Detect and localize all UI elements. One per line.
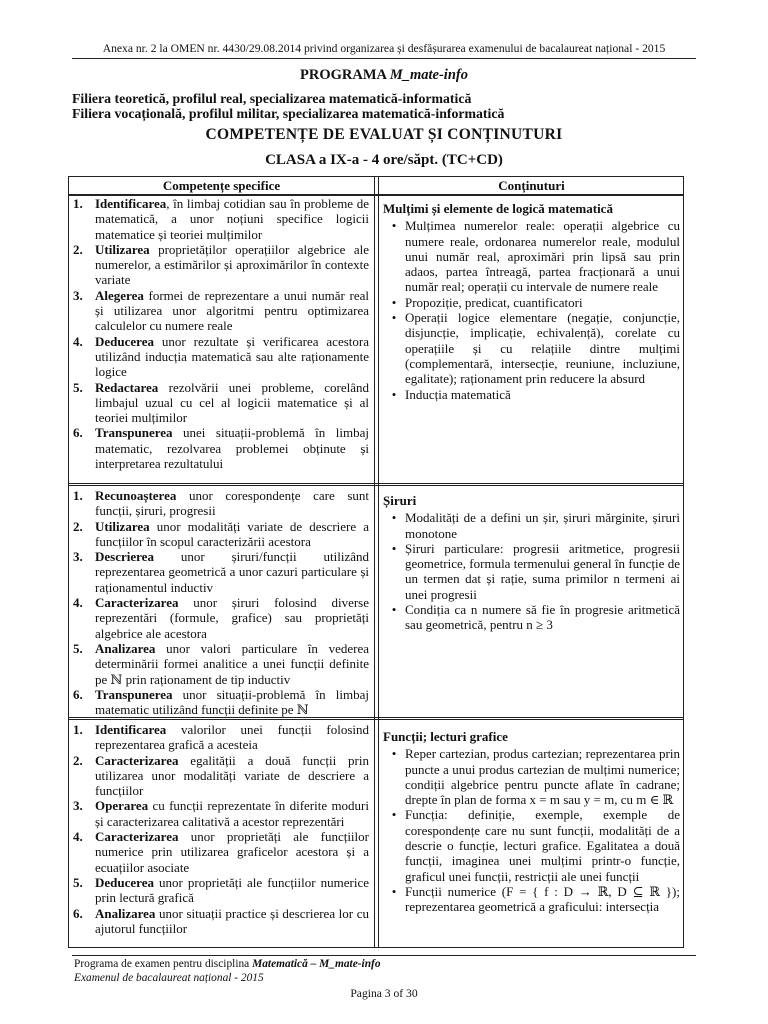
competence-description: egalității a două funcții prin utilizarea unor modalități variate de descriere a funcțiilor — [95, 752, 369, 799]
competence-verb: Alegerea — [95, 287, 144, 303]
column-divider-double — [378, 177, 379, 947]
row-2-competences — [73, 488, 369, 717]
competence-number: 5. — [73, 379, 83, 395]
competence-item — [73, 488, 369, 519]
competence-text — [95, 753, 369, 799]
competence-verb: Caracterizarea — [95, 595, 179, 611]
competence-item — [73, 875, 369, 906]
bullet-icon: • — [391, 602, 397, 618]
column-divider — [374, 177, 375, 947]
content-bullet — [383, 541, 680, 602]
row-separator — [69, 717, 683, 720]
bullet-icon: • — [391, 386, 397, 402]
competence-text — [95, 380, 369, 426]
content-bullet — [383, 310, 680, 386]
competence-item — [73, 196, 369, 242]
competence-description: rezolvării unei probleme, corelând limbajul uzual cu cel al logicii matematice și al teoriei mulțimilor — [95, 379, 369, 426]
bullet-text: Șiruri particulare: progresii aritmetice, progresii geometrice, formula termenului general în funcție de un termen dat și rație, suma primilor n termeni ai unei progresii — [405, 540, 680, 602]
page-number: Pagina 3 of 30 — [350, 987, 418, 1000]
row-3-contents — [383, 729, 680, 915]
competence-verb: Redactarea — [95, 379, 159, 395]
bullet-text: Mulțimea numerelor reale: operații algebrice cu numere reale, ordonarea numerelor reale, modulul unui număr real, aproximări prin lipsă sau prin adaos, partea întreagă, partea fracționară a unui număr real; operații cu intervale de numere reale — [405, 218, 680, 295]
competence-verb: Utilizarea — [95, 518, 150, 534]
bullet-text: Condiția ca n numere să fie în progresie aritmetică sau geometrică, pentru n ≥ 3 — [405, 602, 680, 633]
content-bullet — [383, 510, 680, 541]
row-1-contents — [383, 201, 680, 402]
competence-description: unor proprietăți ale funcțiilor numerice prin utilizarea graficelor acestora și a ecuațiilor asociate — [95, 829, 369, 875]
competence-text — [95, 722, 369, 753]
content-bullet — [383, 295, 680, 310]
competente-title: COMPETENȚE DE EVALUAT ȘI CONȚINUTURI — [205, 126, 563, 143]
competence-text — [95, 519, 369, 550]
competence-description: unor situații practice și descrierea lor cu ajutorul funcțiilor — [95, 905, 369, 936]
competence-item — [73, 242, 369, 288]
competence-text — [95, 875, 369, 906]
competence-description: unor rezultate și verificarea acestora utilizând inducția matematică sau alte raționamente logice — [95, 333, 369, 380]
competence-text — [95, 334, 369, 380]
competence-number: 1. — [73, 722, 83, 737]
bullet-icon: • — [391, 310, 397, 326]
competence-description: unei situații-problemă în limbaj matematic, rezolvarea problemei obținute și interpretarea rezultatului — [95, 425, 369, 472]
competence-text — [95, 488, 369, 519]
competence-number: 6. — [73, 905, 83, 921]
table-header-row — [69, 177, 683, 196]
competence-text — [95, 595, 369, 641]
row-2-contents — [383, 493, 680, 633]
bullet-text: Reper cartezian, produs cartezian; reprezentarea prin puncte a unui produs cartezian de mulțimi numerice; condiții algebrice pentru puncte aflate în cadrane; drepte în plan de forma x = m sau y = m, cu m ∈ ℝ — [405, 746, 680, 808]
header-competente: Competențe specifice — [162, 178, 281, 193]
competence-description: , în limbaj cotidian sau în probleme de matematică, a unor noțiuni specifice logicii matematice și teoriei mulțimilor — [95, 196, 369, 242]
row-3-competences — [73, 722, 369, 936]
competence-verb: Recunoașterea — [95, 488, 177, 503]
bullet-text: Funcția: definiție, exemple, exemple de corespondențe care nu sunt funcții, modalități de a descrie o funcție, lecturi grafice. Egalitatea a două funcții, imaginea unei mulțimi printr-o funcție, graficul unei funcții, restricții ale unei funcții — [405, 807, 680, 884]
header-continuturi: Conținuturi — [498, 178, 565, 193]
competence-description: unor situații-problemă în limbaj matematic utilizând funcții definite pe ℕ — [95, 686, 369, 718]
competence-verb: Analizarea — [95, 905, 156, 921]
bullet-icon: • — [391, 746, 397, 762]
competence-number: 6. — [73, 425, 83, 441]
curriculum-table — [68, 176, 684, 948]
bullet-icon: • — [391, 807, 397, 823]
bullet-icon: • — [391, 540, 397, 556]
filiera-line-2: Filiera vocațională, profilul militar, specializarea matematică-informatică — [72, 106, 505, 121]
competence-text — [95, 549, 369, 595]
competence-verb: Utilizarea — [95, 241, 150, 257]
competence-number: 1. — [73, 196, 83, 211]
footer-exam: Examenul de bacalaureat național - 2015 — [74, 972, 264, 984]
competence-verb: Deducerea — [95, 874, 154, 890]
competence-item — [73, 641, 369, 687]
competence-number: 2. — [73, 752, 83, 768]
competence-item — [73, 753, 369, 799]
content-section-title: Funcții; lecturi grafice — [383, 729, 508, 744]
competence-number: 6. — [73, 686, 83, 702]
program-title-name: M_mate-info — [389, 67, 468, 83]
bullet-icon: • — [391, 883, 397, 899]
bullet-text: Operații logice elementare (negație, conjuncție, disjuncție, implicație, echivalență), corelate cu operațiile și cu relațiile dintre mulțimi (complementară, intersecție, reuniune, incluziune, egalitate); raționament prin reducere la absurd — [405, 310, 680, 387]
competence-text — [95, 288, 369, 334]
competence-number: 1. — [73, 488, 83, 503]
competence-item — [73, 425, 369, 471]
competence-number: 3. — [73, 287, 83, 303]
bullet-text: Inducția matematică — [405, 386, 511, 402]
competence-description: unor șiruri/funcții utilizând reprezentarea geometrică a unor cazuri particulare și raționamentul inductiv — [95, 549, 369, 595]
competence-item — [73, 722, 369, 753]
competence-text — [95, 829, 369, 875]
competence-verb: Caracterizarea — [95, 829, 179, 845]
footer-subject: Matematică – M_mate-info — [252, 958, 381, 970]
competence-description: cu funcții reprezentate în diferite moduri și caracterizarea calitativă a acestor reprezentări — [95, 798, 369, 829]
footer-prefix: Programa de examen pentru disciplina — [74, 958, 253, 970]
bullet-text: Propoziție, predicat, cuantificatori — [405, 294, 583, 310]
content-section-title: Șiruri — [383, 493, 417, 508]
competence-verb: Descrierea — [95, 549, 154, 565]
competence-description: unor șiruri folosind diverse reprezentări (formule, grafice) sau proprietăți algebrice ale acestora — [95, 595, 369, 641]
competence-verb: Identificarea — [95, 722, 167, 737]
competence-item — [73, 906, 369, 937]
bullet-icon: • — [391, 510, 397, 526]
competence-number: 3. — [73, 798, 83, 814]
competence-item — [73, 829, 369, 875]
competence-description: unor corespondențe care sunt funcții, șiruri, progresii — [95, 488, 369, 519]
competence-description: unor valori particulare în vederea determinării formei analitice a unei funcții definite pe ℕ prin raționament de tip inductiv — [95, 640, 369, 687]
competence-item — [73, 798, 369, 829]
content-bullet — [383, 884, 680, 915]
competence-number: 2. — [73, 241, 83, 257]
footer-divider — [72, 955, 696, 956]
competence-description: formei de reprezentare a unui număr real și utilizarea unor algoritmi pentru optimizarea calculelor cu numere reale — [95, 287, 369, 334]
page-header: Anexa nr. 2 la OMEN nr. 4430/29.08.2014 privind organizarea și desfășurarea examenului de bacalaureat național - 2015 — [72, 42, 696, 59]
competence-description: unor modalități variate de descriere a funcțiilor în scopul caracterizării acestora — [95, 518, 369, 549]
content-bullet — [383, 807, 680, 883]
competence-item — [73, 288, 369, 334]
competence-verb: Transpunerea — [95, 425, 173, 441]
row-1-competences — [73, 196, 369, 471]
competence-number: 5. — [73, 640, 83, 656]
bullet-text: Funcții numerice (F = { f : D → ℝ, D ⊆ ℝ }); reprezentarea geometrică a graficului: intersecția — [405, 883, 680, 915]
bullet-text: Modalități de a defini un șir, șiruri mărginite, șiruri monotone — [405, 510, 680, 541]
competence-text — [95, 196, 369, 242]
content-section-title: Mulțimi și elemente de logică matematică — [383, 201, 613, 216]
competence-verb: Operarea — [95, 798, 149, 814]
competence-description: proprietăților operațiilor algebrice ale numerelor, a estimărilor și aproximărilor în contexte variate — [95, 241, 369, 288]
competence-text — [95, 641, 369, 687]
competence-number: 3. — [73, 549, 83, 565]
competence-verb: Caracterizarea — [95, 752, 179, 768]
competence-number: 2. — [73, 518, 83, 534]
content-bullet — [383, 746, 680, 807]
competence-text — [95, 798, 369, 829]
competence-text — [95, 906, 369, 937]
competence-verb: Analizarea — [95, 640, 156, 656]
competence-description: valorilor unei funcții folosind reprezentarea grafică a acesteia — [95, 722, 369, 753]
bullet-icon: • — [391, 218, 397, 234]
competence-item — [73, 549, 369, 595]
competence-number: 5. — [73, 874, 83, 890]
competence-item — [73, 334, 369, 380]
competence-text — [95, 687, 369, 718]
competence-number: 4. — [73, 595, 83, 611]
clasa-title: CLASA a IX-a - 4 ore/săpt. (TC+CD) — [265, 152, 503, 168]
competence-number: 4. — [73, 829, 83, 845]
content-bullet — [383, 218, 680, 294]
program-title — [0, 67, 768, 84]
competence-item — [73, 519, 369, 550]
competence-verb: Identificarea — [95, 196, 167, 211]
competence-text — [95, 242, 369, 288]
filiera-line-1: Filiera teoretică, profilul real, specializarea matematică-informatică — [72, 91, 472, 106]
footer-program — [74, 958, 381, 970]
content-bullet — [383, 602, 680, 633]
competence-description: unor proprietăți ale funcțiilor numerice prin lectură grafică — [95, 874, 369, 906]
competence-verb: Deducerea — [95, 333, 154, 349]
competence-number: 4. — [73, 333, 83, 349]
program-title-prefix: PROGRAMA — [300, 67, 390, 83]
bullet-icon: • — [391, 294, 397, 310]
competence-verb: Transpunerea — [95, 686, 173, 702]
row-separator — [69, 483, 683, 486]
competence-text — [95, 425, 369, 471]
competence-item — [73, 380, 369, 426]
competence-item — [73, 595, 369, 641]
content-bullet — [383, 387, 680, 402]
competence-item — [73, 687, 369, 718]
